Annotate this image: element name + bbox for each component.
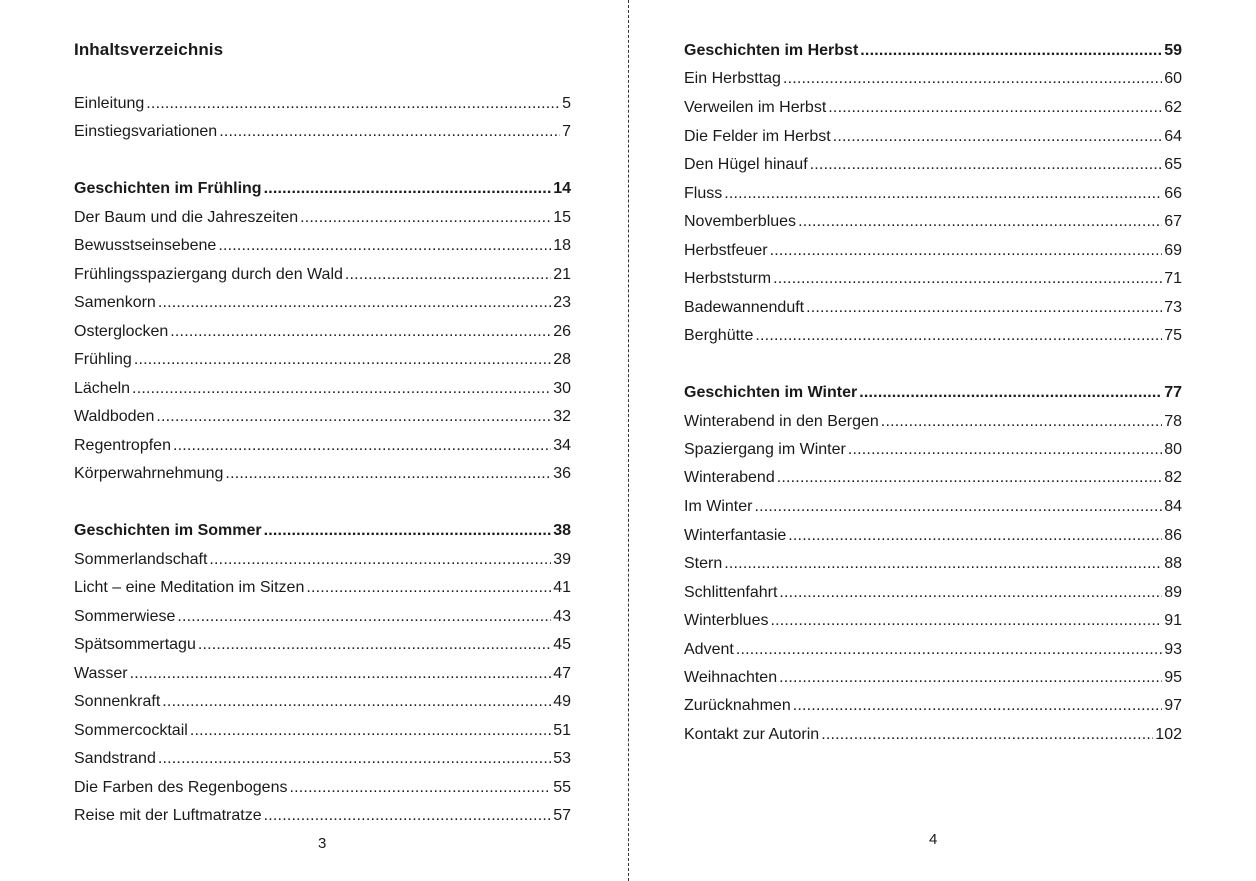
toc-entry-label: Schlittenfahrt	[684, 584, 778, 601]
toc-leader-dots	[860, 39, 1162, 63]
toc-entry-label: Geschichten im Winter	[684, 384, 858, 401]
toc-entry[interactable]	[684, 638, 1182, 662]
page-number: 4	[929, 831, 938, 848]
toc-leader-dots	[300, 206, 551, 230]
toc-entry[interactable]	[684, 153, 1182, 177]
toc-entry-label: Weihnachten	[684, 669, 778, 686]
toc-leader-dots	[806, 296, 1162, 320]
toc-entry-page: 32	[553, 408, 571, 425]
toc-entry-page: 45	[553, 636, 571, 653]
toc-entry[interactable]	[74, 719, 571, 743]
toc-leader-dots	[289, 776, 551, 800]
toc-entry[interactable]	[684, 581, 1182, 605]
toc-entry-page: 80	[1164, 441, 1182, 458]
toc-entry-label: Frühling	[74, 351, 132, 368]
toc-entry-page: 102	[1155, 726, 1182, 743]
toc-entry-page: 55	[553, 779, 571, 796]
toc-entry-page: 21	[553, 266, 571, 283]
toc-entry-page: 18	[553, 237, 571, 254]
toc-leader-dots	[130, 662, 552, 686]
toc-entry-page: 7	[562, 123, 571, 140]
toc-entry[interactable]	[74, 747, 571, 771]
toc-entry[interactable]	[74, 662, 571, 686]
toc-entry-label: Einleitung	[74, 95, 145, 112]
toc-entry-label: Spaziergang im Winter	[684, 441, 846, 458]
toc-leader-dots	[779, 666, 1162, 690]
toc-entry-page: 77	[1164, 384, 1182, 401]
toc-leader-dots	[264, 519, 552, 543]
toc-entry-label: Novemberblues	[684, 213, 797, 230]
toc-entry-page: 60	[1164, 70, 1182, 87]
toc-entry-page: 36	[553, 465, 571, 482]
toc-entry-page: 38	[553, 522, 571, 539]
toc-entry[interactable]	[684, 410, 1182, 434]
toc-entry-label: Sommerwiese	[74, 608, 176, 625]
toc-entry[interactable]	[684, 239, 1182, 263]
toc-entry-page: 86	[1164, 527, 1182, 544]
toc-entry-page: 69	[1164, 242, 1182, 259]
toc-entry-label: Den Hügel hinauf	[684, 156, 808, 173]
toc-entry-label: Winterblues	[684, 612, 769, 629]
toc-entry[interactable]	[74, 576, 571, 600]
toc-entry-label: Licht – eine Meditation im Sitzen	[74, 579, 305, 596]
toc-entry[interactable]	[74, 377, 571, 401]
toc-entry[interactable]	[684, 723, 1182, 747]
toc-entry-label: Sandstrand	[74, 750, 156, 767]
toc-entry-label: Wasser	[74, 665, 128, 682]
toc-leader-dots	[158, 747, 551, 771]
toc-entry-page: 57	[553, 807, 571, 824]
toc-entry-page: 67	[1164, 213, 1182, 230]
toc-entry-label: Stern	[684, 555, 723, 572]
toc-leader-dots	[264, 177, 552, 201]
page-number: 3	[318, 835, 327, 852]
toc-entry-label: Herbststurm	[684, 270, 772, 287]
toc-leader-dots	[779, 581, 1162, 605]
toc-entry-page: 43	[553, 608, 571, 625]
toc-entry-page: 5	[562, 95, 571, 112]
toc-entry-label: Einstiegsvariationen	[74, 123, 218, 140]
toc-entry[interactable]	[684, 67, 1182, 91]
toc-leader-dots	[821, 723, 1153, 747]
toc-entry-page: 28	[553, 351, 571, 368]
toc-leader-dots	[724, 182, 1162, 206]
toc-entry[interactable]	[74, 804, 571, 828]
toc-entry-page: 62	[1164, 99, 1182, 116]
toc-entry-label: Osterglocken	[74, 323, 169, 340]
toc-entry-label: Advent	[684, 641, 734, 658]
toc-entry-page: 82	[1164, 469, 1182, 486]
toc-leader-dots	[770, 609, 1162, 633]
toc-entry-page: 53	[553, 750, 571, 767]
toc-entry[interactable]	[74, 548, 571, 572]
toc-leader-dots	[777, 466, 1162, 490]
toc-entry-label: Sommerlandschaft	[74, 551, 208, 568]
toc-entry-page: 95	[1164, 669, 1182, 686]
toc-entry-page: 26	[553, 323, 571, 340]
toc-entry-label: Im Winter	[684, 498, 753, 515]
toc-entry-label: Ein Herbsttag	[684, 70, 781, 87]
toc-entry-page: 84	[1164, 498, 1182, 515]
toc-entry-page: 49	[553, 693, 571, 710]
toc-entry-page: 23	[553, 294, 571, 311]
toc-leader-dots	[788, 524, 1162, 548]
toc-leader-dots	[736, 638, 1162, 662]
toc-entry[interactable]	[684, 666, 1182, 690]
toc-entry-label: Geschichten im Herbst	[684, 42, 859, 59]
toc-entry-label: Die Farben des Regenbogens	[74, 779, 288, 796]
toc-leader-dots	[810, 153, 1163, 177]
toc-entry-label: Bewusstseinsebene	[74, 237, 217, 254]
toc-entry-page: 78	[1164, 413, 1182, 430]
toc-entry-label: Die Felder im Herbst	[684, 128, 831, 145]
toc-entry[interactable]	[74, 120, 571, 144]
toc-entry-page: 64	[1164, 128, 1182, 145]
toc-entry-label: Geschichten im Sommer	[74, 522, 262, 539]
toc-leader-dots	[793, 694, 1162, 718]
toc-entry-page: 41	[553, 579, 571, 596]
toc-entry[interactable]	[684, 552, 1182, 576]
toc-entry-label: Sonnenkraft	[74, 693, 161, 710]
toc-entry[interactable]	[74, 234, 571, 258]
toc-entry-label: Zurücknahmen	[684, 697, 791, 714]
toc-entry-page: 93	[1164, 641, 1182, 658]
toc-entry-label: Verweilen im Herbst	[684, 99, 827, 116]
toc-entry[interactable]	[684, 524, 1182, 548]
toc-entry-page: 88	[1164, 555, 1182, 572]
toc-leader-dots	[170, 320, 551, 344]
toc-leader-dots	[345, 263, 551, 287]
toc-entry[interactable]	[684, 609, 1182, 633]
toc-entry-label: Fluss	[684, 185, 723, 202]
toc-entry-page: 97	[1164, 697, 1182, 714]
toc-entry-label: Winterabend	[684, 469, 775, 486]
toc-entry-label: Spätsommertagu	[74, 636, 196, 653]
toc-leader-dots	[724, 552, 1162, 576]
toc-entry[interactable]	[74, 348, 571, 372]
toc-entry-label: Sommercocktail	[74, 722, 188, 739]
toc-entry-label: Lächeln	[74, 380, 131, 397]
toc-entry-page: 75	[1164, 327, 1182, 344]
toc-leader-dots	[828, 96, 1162, 120]
page-divider	[628, 0, 629, 881]
toc-entry[interactable]	[684, 210, 1182, 234]
toc-entry-page: 14	[553, 180, 571, 197]
toc-entry-label: Frühlingsspaziergang durch den Wald	[74, 266, 343, 283]
toc-entry[interactable]	[684, 182, 1182, 206]
toc-entry[interactable]	[74, 605, 571, 629]
toc-entry[interactable]	[74, 690, 571, 714]
toc-entry-page: 30	[553, 380, 571, 397]
toc-leader-dots	[798, 210, 1162, 234]
toc-leader-dots	[177, 605, 551, 629]
toc-entry[interactable]	[684, 296, 1182, 320]
toc-entry-page: 89	[1164, 584, 1182, 601]
toc-entry-label: Reise mit der Luftmatratze	[74, 807, 262, 824]
toc-section-heading[interactable]	[684, 381, 1182, 405]
toc-title: Inhaltsverzeichnis	[74, 40, 224, 59]
toc-leader-dots	[833, 125, 1163, 149]
toc-leader-dots	[132, 377, 551, 401]
toc-entry-label: Winterabend in den Bergen	[684, 413, 879, 430]
toc-leader-dots	[209, 548, 551, 572]
toc-entry-label: Samenkorn	[74, 294, 156, 311]
toc-entry-page: 51	[553, 722, 571, 739]
toc-leader-dots	[146, 92, 560, 116]
toc-leader-dots	[306, 576, 551, 600]
toc-leader-dots	[225, 462, 551, 486]
toc-entry-page: 66	[1164, 185, 1182, 202]
toc-leader-dots	[190, 719, 551, 743]
toc-entry[interactable]	[74, 206, 571, 230]
toc-leader-dots	[218, 234, 551, 258]
toc-entry-label: Waldboden	[74, 408, 155, 425]
toc-entry[interactable]	[684, 495, 1182, 519]
toc-leader-dots	[754, 495, 1162, 519]
toc-entry-page: 71	[1164, 270, 1182, 287]
toc-entry-page: 73	[1164, 299, 1182, 316]
toc-leader-dots	[783, 67, 1162, 91]
toc-entry-label: Winterfantasie	[684, 527, 787, 544]
right-page	[630, 0, 1256, 881]
toc-entry-label: Geschichten im Frühling	[74, 180, 262, 197]
toc-entry[interactable]	[74, 633, 571, 657]
toc-leader-dots	[162, 690, 551, 714]
toc-entry[interactable]	[684, 125, 1182, 149]
toc-leader-dots	[859, 381, 1162, 405]
toc-entry[interactable]	[74, 263, 571, 287]
toc-entry[interactable]	[74, 776, 571, 800]
toc-leader-dots	[773, 267, 1162, 291]
toc-entry-page: 65	[1164, 156, 1182, 173]
toc-entry[interactable]	[74, 405, 571, 429]
toc-leader-dots	[134, 348, 551, 372]
toc-entry-label: Badewannenduft	[684, 299, 805, 316]
toc-section-heading[interactable]	[684, 39, 1182, 63]
toc-entry[interactable]	[684, 694, 1182, 718]
toc-entry[interactable]	[684, 466, 1182, 490]
toc-leader-dots	[173, 434, 551, 458]
toc-entry-page: 34	[553, 437, 571, 454]
toc-leader-dots	[156, 405, 551, 429]
toc-entry[interactable]	[74, 320, 571, 344]
toc-entry-page: 15	[553, 209, 571, 226]
toc-leader-dots	[770, 239, 1163, 263]
toc-entry-page: 59	[1164, 42, 1182, 59]
toc-entry[interactable]	[74, 291, 571, 315]
toc-entry-label: Kontakt zur Autorin	[684, 726, 820, 743]
toc-entry-page: 39	[553, 551, 571, 568]
toc-entry[interactable]	[684, 438, 1182, 462]
toc-leader-dots	[755, 324, 1162, 348]
toc-section-heading[interactable]	[74, 177, 571, 201]
toc-leader-dots	[848, 438, 1162, 462]
toc-entry[interactable]	[684, 267, 1182, 291]
toc-entry[interactable]	[74, 434, 571, 458]
toc-leader-dots	[264, 804, 552, 828]
toc-entry-label: Berghütte	[684, 327, 754, 344]
toc-entry-page: 91	[1164, 612, 1182, 629]
toc-entry-label: Regentropfen	[74, 437, 171, 454]
toc-entry-page: 47	[553, 665, 571, 682]
toc-leader-dots	[881, 410, 1162, 434]
toc-entry-label: Körperwahrnehmung	[74, 465, 224, 482]
toc-entry-label: Herbstfeuer	[684, 242, 768, 259]
toc-entry[interactable]	[74, 92, 571, 116]
toc-entry[interactable]	[684, 96, 1182, 120]
toc-section-heading[interactable]	[74, 519, 571, 543]
toc-leader-dots	[158, 291, 551, 315]
toc-entry[interactable]	[74, 462, 571, 486]
toc-leader-dots	[219, 120, 560, 144]
toc-entry[interactable]	[684, 324, 1182, 348]
toc-entry-label: Der Baum und die Jahreszeiten	[74, 209, 299, 226]
toc-leader-dots	[198, 633, 551, 657]
